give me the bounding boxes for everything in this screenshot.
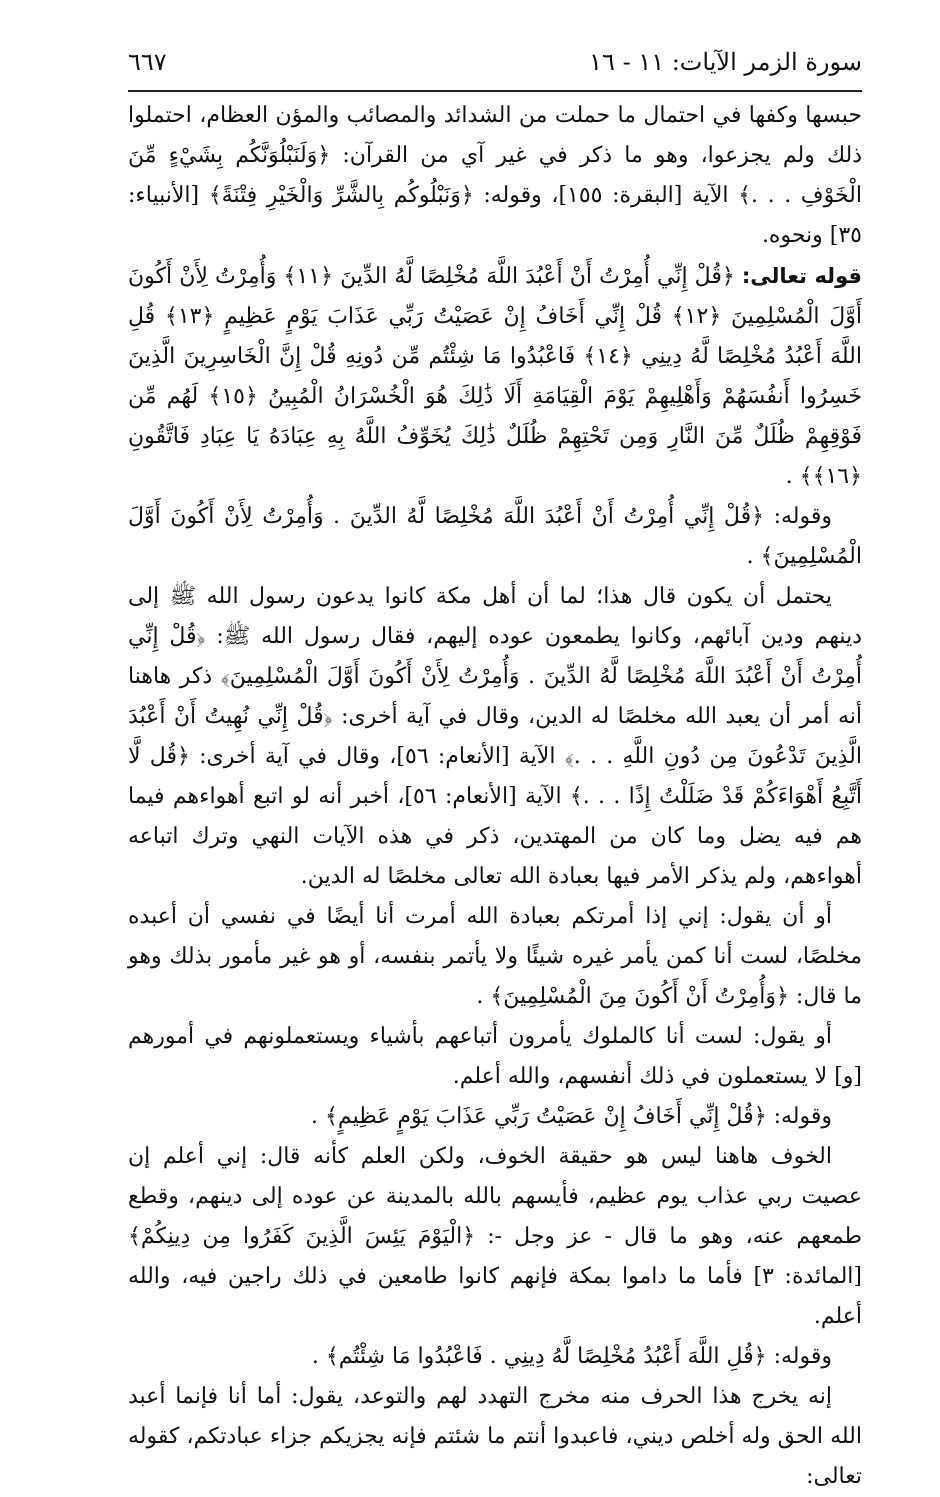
paragraph-5 xyxy=(128,897,862,1017)
verse-heading: قوله تعالى: xyxy=(741,264,862,288)
paragraph-text: حبسها وكفها في احتمال ما حملت من الشدائد والمصائب والمؤن العظام، احتملوا ذلك ولم يجزعوا، وهو ما ذكر في غير آي من القرآن: ﴿وَلَنَبْلُوَنَّكُم بِشَيْءٍ مِّنَ الْخَوْفِ . . .﴾ الآية [البقرة: ١٥٥]، وقوله: ﴿وَنَبْلُوكُم بِالشَّرِّ وَالْخَيْرِ فِتْنَةً﴾ [الأنبياء: ٣٥] ونحوه. xyxy=(128,103,862,248)
paragraph-7 xyxy=(128,1097,862,1137)
paragraph-8 xyxy=(128,1137,862,1337)
paragraph-1 xyxy=(128,96,862,256)
page-body xyxy=(128,96,862,1497)
paragraph-text: إنه يخرج هذا الحرف منه مخرج التهدد لهم والتوعد، يقول: أما أنا فإنما أعبد الله الحق وله أخلص ديني، فاعبدوا أنتم ما شئتم فإنه يجزيكم جزاء عبادتكم، كقوله تعالى: xyxy=(128,1384,862,1489)
paragraph-text: وقوله: ﴿قُلِ اللَّهَ أَعْبُدُ مُخْلِصًا لَّهُ دِينِي . فَاعْبُدُوا مَا شِئْتُم﴾ . xyxy=(311,1344,832,1369)
paragraph-9 xyxy=(128,1337,862,1377)
page-number: ٦٦٧ xyxy=(128,48,167,76)
page-header xyxy=(128,40,862,92)
paragraph-3 xyxy=(128,497,862,577)
paragraph-10 xyxy=(128,1377,862,1497)
paragraph-4 xyxy=(128,577,862,897)
paragraph-text: وقوله: ﴿قُلْ إِنِّي أُمِرْتُ أَنْ أَعْبُدَ اللَّهَ مُخْلِصًا لَّهُ الدِّينَ . وَأُمِرْتُ لِأَنْ أَكُونَ أَوَّلَ الْمُسْلِمِينَ﴾ . xyxy=(128,504,862,569)
paragraph-text: أو يقول: لست أنا كالملوك يأمرون أتباعهم بأشياء ويستعملونهم في أمورهم [و] لا يستعملون في ذلك أنفسهم، والله أعلم. xyxy=(128,1024,862,1089)
paragraph-6 xyxy=(128,1017,862,1097)
paragraph-text: يحتمل أن يكون قال هذا؛ لما أن أهل مكة كانوا يدعون رسول الله ﷺ إلى دينهم ودين آبائهم، وكانوا يطمعون عوده إليهم، فقال رسول الله ﷺ: ﴿قُلْ إِنِّي أُمِرْتُ أَنْ أَعْبُدَ اللَّهَ مُخْلِصًا لَّهُ الدِّينَ . وَأُمِرْتُ لِأَنْ أَكُونَ أَوَّلَ الْمُسْلِمِينَ﴾ ذكر هاهنا أنه أمر أن يعبد الله مخلصًا له الدين، وقال في آية أخرى: ﴿قُلْ إِنِّي نُهِيتُ أَنْ أَعْبُدَ الَّذِينَ تَدْعُونَ مِن دُونِ اللَّهِ . . .﴾ الآية [الأنعام: ٥٦]، وقال في آية أخرى: ﴿قُل لَّا أَتَّبِعُ أَهْوَاءَكُمْ قَدْ ضَلَلْتُ إِذًا . . .﴾ الآية [الأنعام: ٥٦]، أخبر أنه لو اتبع أهواءهم فيما هم فيه يضل وما كان من المهتدين، ذكر في هذه الآيات النهي وترك اتباعه أهواءهم، ولم يذكر الأمر فيها بعبادة الله تعالى مخلصًا له الدين. xyxy=(128,584,863,889)
paragraph-text: وقوله: ﴿قُلْ إِنِّي أَخَافُ إِنْ عَصَيْتُ رَبِّي عَذَابَ يَوْمٍ عَظِيمٍ﴾ . xyxy=(311,1104,832,1129)
paragraph-text: ﴿قُلْ إِنِّي أُمِرْتُ أَنْ أَعْبُدَ اللَّهَ مُخْلِصًا لَّهُ الدِّينَ ﴿١١﴾ وَأُمِرْتُ لِأَنْ أَكُونَ أَوَّلَ الْمُسْلِمِينَ ﴿١٢﴾ قُلْ إِنِّي أَخَافُ إِنْ عَصَيْتُ رَبِّي عَذَابَ يَوْمٍ عَظِيمٍ ﴿١٣﴾ قُلِ اللَّهَ أَعْبُدُ مُخْلِصًا لَّهُ دِينِي ﴿١٤﴾ فَاعْبُدُوا مَا شِئْتُم مِّن دُونِهِ قُلْ إِنَّ الْخَاسِرِينَ الَّذِينَ خَسِرُوا أَنفُسَهُمْ وَأَهْلِيهِمْ يَوْمَ الْقِيَامَةِ أَلَا ذَٰلِكَ هُوَ الْخُسْرَانُ الْمُبِينُ ﴿١٥﴾ لَهُم مِّن فَوْقِهِمْ ظُلَلٌ مِّنَ النَّارِ وَمِن تَحْتِهِمْ ظُلَلٌ ذَٰلِكَ يُخَوِّفُ اللَّهُ بِهِ عِبَادَهُ يَا عِبَادِ فَاتَّقُونِ ﴿١٦﴾﴾ . xyxy=(128,264,862,489)
book-page xyxy=(128,40,863,1489)
paragraph-text: الخوف هاهنا ليس هو حقيقة الخوف، ولكن العلم كأنه قال: إني أعلم إن عصيت ربي عذاب يوم عظيم، فأيسهم بالله بالمدينة عن عوده إلى دينهم، وقطع طمعهم عنه، وهو ما قال - عز وجل -: ﴿الْيَوْمَ يَئِسَ الَّذِينَ كَفَرُوا مِن دِينِكُمْ﴾ [المائدة: ٣] فأما ما داموا بمكة فإنهم كانوا طامعين في ذلك راجين فيه، والله أعلم. xyxy=(128,1144,862,1329)
running-title: سورة الزمر الآيات: ١١ - ١٦ xyxy=(589,48,862,76)
paragraph-2 xyxy=(128,256,862,497)
paragraph-text: أو أن يقول: إني إذا أمرتكم بعبادة الله أمرت أنا أيضًا في نفسي أن أعبده مخلصًا، لست أنا كمن يأمر غيره شيئًا ولا يأتمر بنفسه، أو هو غير مأمور بذلك وهو ما قال: ﴿وَأُمِرْتُ أَنْ أَكُونَ مِنَ الْمُسْلِمِينَ﴾ . xyxy=(128,904,862,1009)
